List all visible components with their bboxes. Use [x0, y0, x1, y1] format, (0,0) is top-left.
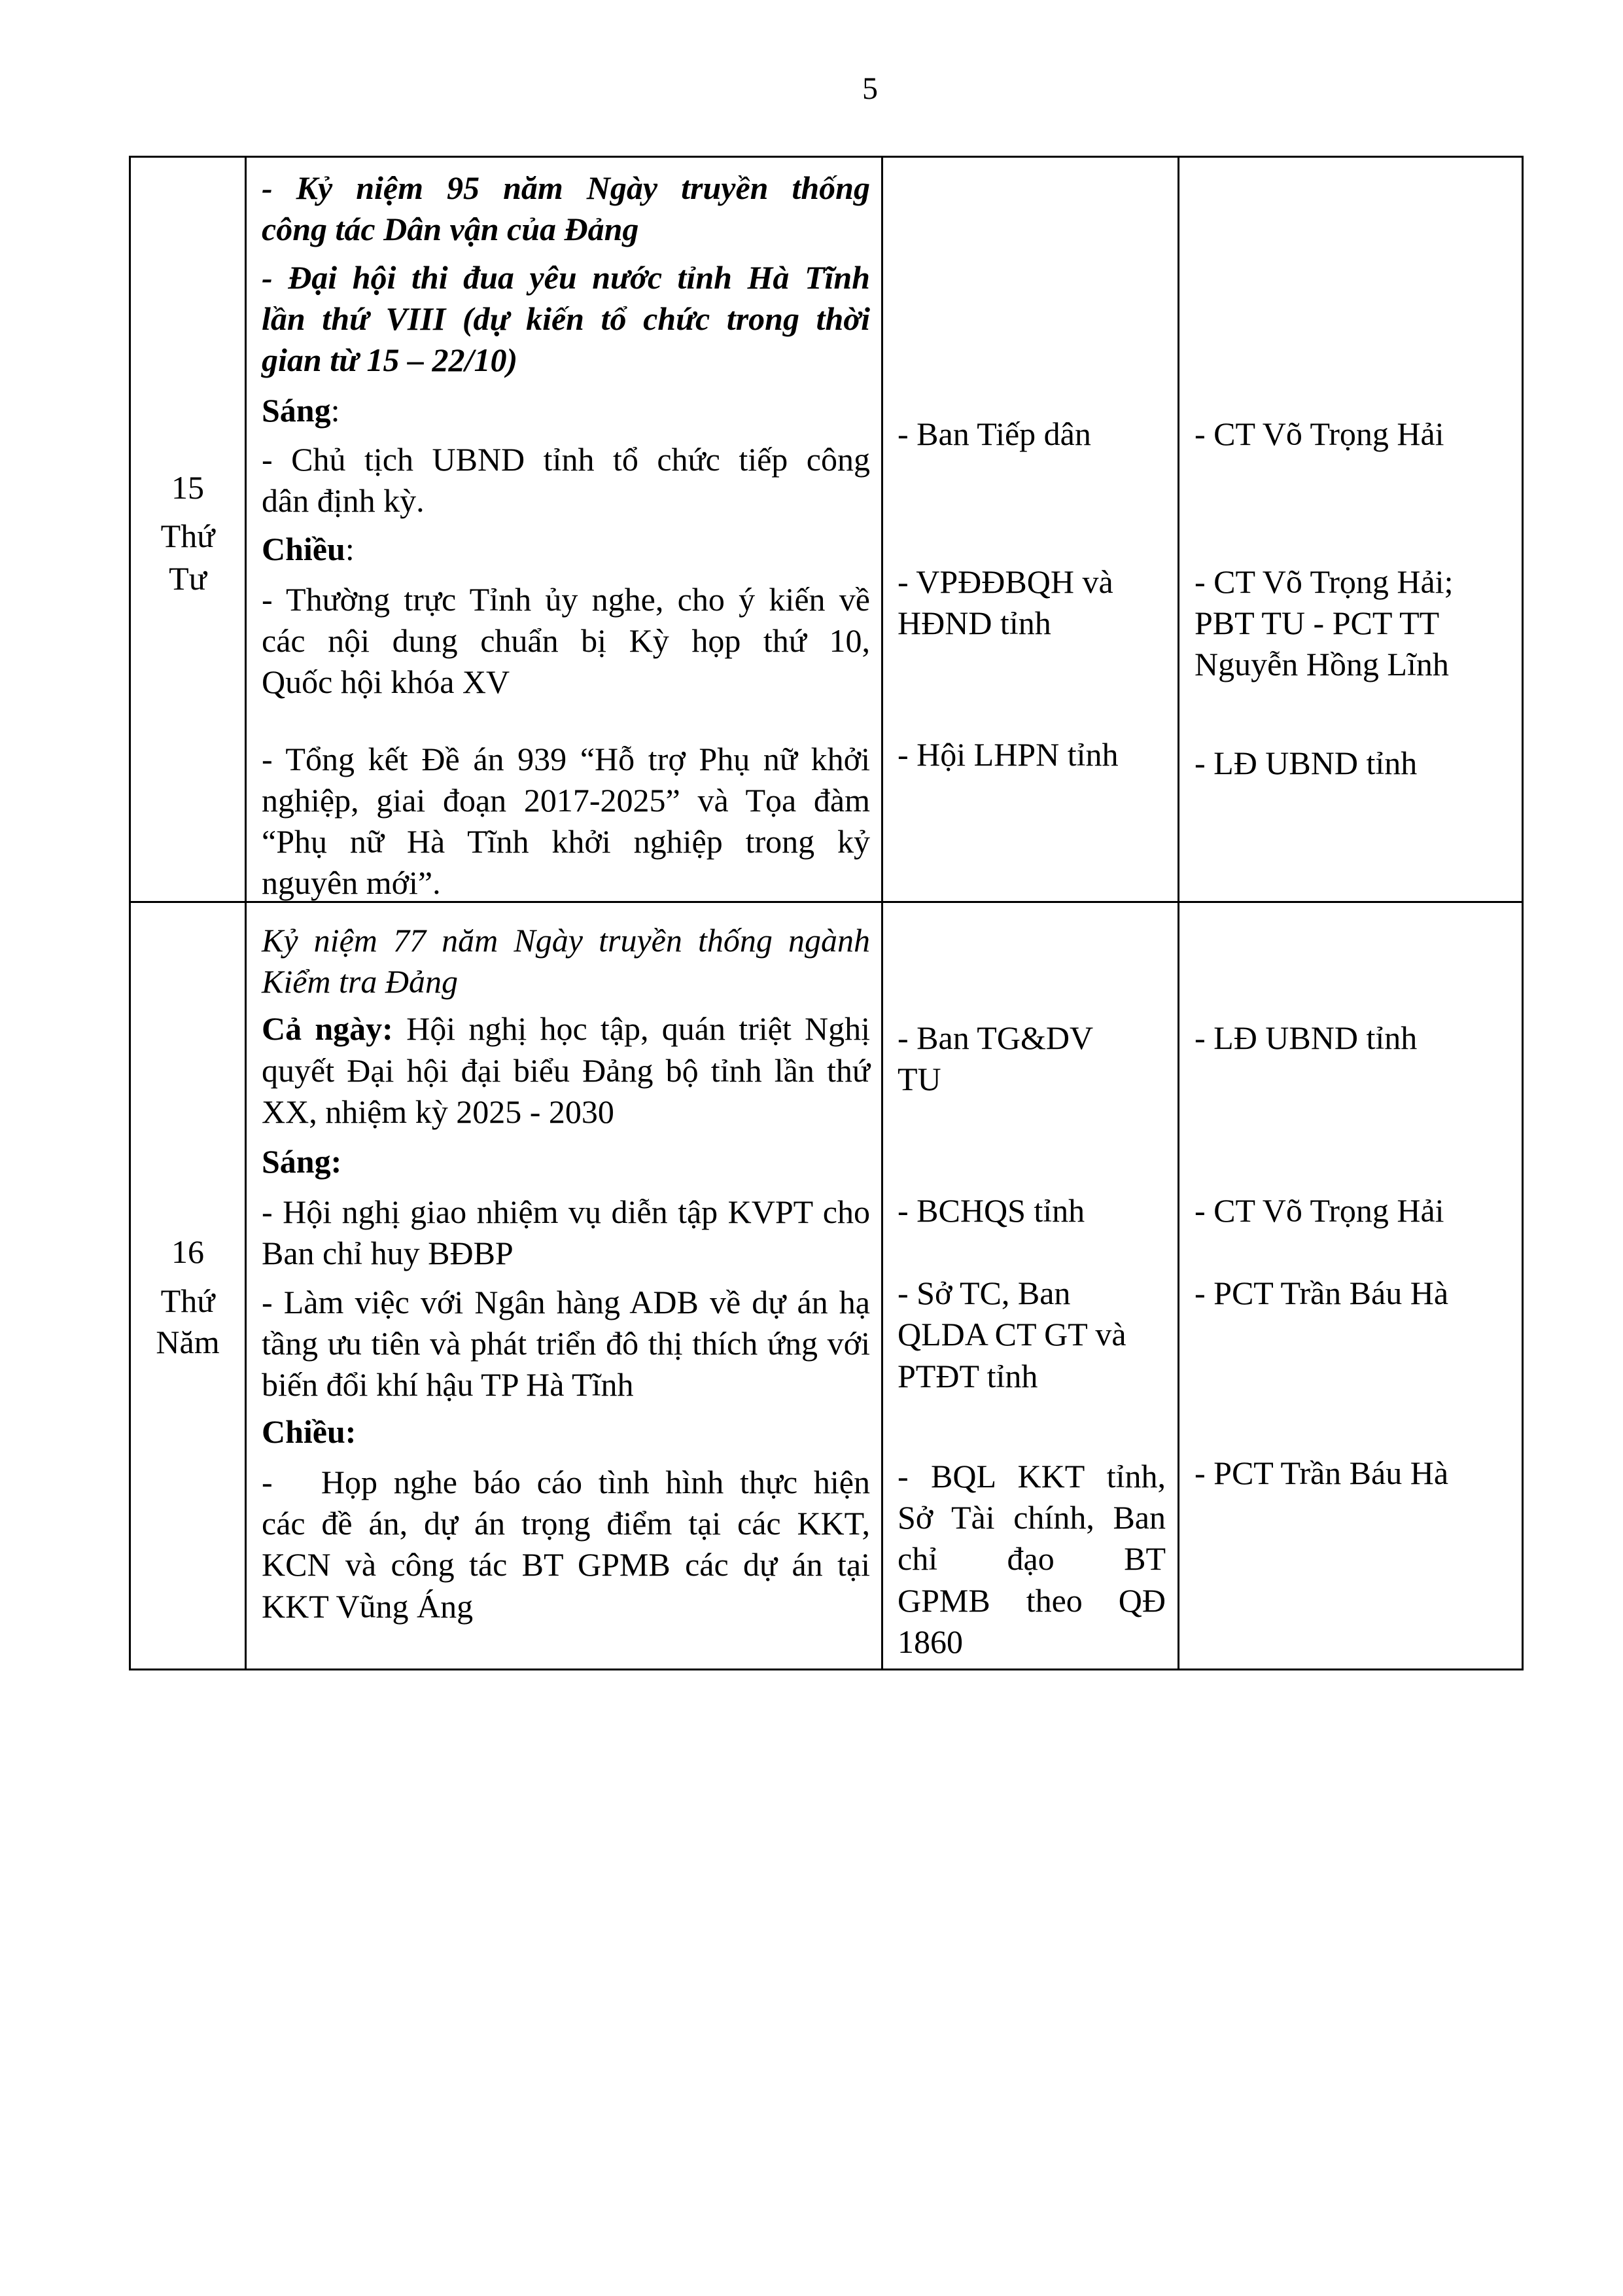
prepare-unit: QLDA CT GT và — [898, 1316, 1126, 1352]
table-border-right — [1522, 156, 1524, 1670]
prepare-unit: HĐND tỉnh — [898, 605, 1051, 641]
prepare-unit: - BQL KKT tỉnh, — [898, 1458, 1166, 1494]
prepare-unit: 1860 — [898, 1623, 963, 1660]
chair-person: - CT Võ Trọng Hải; — [1195, 563, 1454, 600]
agenda-line: KCN và công tác BT GPMB các dự án tại — [262, 1546, 870, 1583]
chair-person: - CT Võ Trọng Hải — [1195, 415, 1444, 452]
chair-person: - LĐ UBND tỉnh — [1195, 745, 1418, 781]
chair-person: - PCT Trần Báu Hà — [1195, 1455, 1449, 1491]
label-colon: : — [330, 392, 340, 429]
chair-person: Nguyễn Hồng Lĩnh — [1195, 646, 1449, 682]
agenda-line: “Phụ nữ Hà Tĩnh khởi nghiệp trong kỷ — [262, 823, 870, 860]
allday-label: Cả ngày: — [262, 1010, 393, 1047]
agenda-line: - Họp nghe báo cáo tình hình thực hiện — [262, 1464, 870, 1500]
agenda-line — [262, 1009, 870, 1048]
prepare-unit: chỉ đạo BT — [898, 1540, 1166, 1577]
session-label-morning: Sáng: — [262, 1143, 342, 1180]
column-divider-prepare — [1178, 156, 1179, 1670]
agenda-line: Ban chỉ huy BĐBP — [262, 1235, 514, 1271]
chair-person: - LĐ UBND tỉnh — [1195, 1019, 1418, 1056]
agenda-line: XX, nhiệm kỳ 2025 - 2030 — [262, 1093, 614, 1130]
event-line: công tác Dân vận của Đảng — [262, 211, 639, 247]
agenda-line: KKT Vũng Áng — [262, 1588, 474, 1625]
weekday-label: Thứ — [160, 518, 215, 554]
label-colon: : — [345, 531, 355, 567]
agenda-line: - Làm việc với Ngân hàng ADB về dự án hạ — [262, 1284, 870, 1320]
allday-text: Hội nghị học tập, quán triệt Nghị — [393, 1010, 870, 1047]
prepare-unit: Sở Tài chính, Ban — [898, 1499, 1166, 1536]
column-divider-day — [245, 156, 247, 1670]
table-border-left — [129, 156, 131, 1670]
chair-person: - PCT Trần Báu Hà — [1195, 1275, 1449, 1311]
agenda-line: - Chủ tịch UBND tỉnh tổ chức tiếp công — [262, 441, 870, 478]
session-label-morning — [262, 391, 870, 430]
agenda-line: biến đổi khí hậu TP Hà Tĩnh — [262, 1366, 634, 1403]
table-border-top — [130, 156, 1524, 158]
table-border-bottom — [130, 1669, 1524, 1670]
event-line: Kiểm tra Đảng — [262, 963, 458, 1000]
agenda-line: - Thường trực Tỉnh ủy nghe, cho ý kiến về — [262, 581, 870, 618]
prepare-unit: - Hội LHPN tỉnh — [898, 736, 1119, 773]
event-line: gian từ 15 – 22/10) — [262, 342, 518, 378]
day-number: 15 — [171, 469, 204, 506]
prepare-unit: - VPĐĐBQH và — [898, 563, 1113, 600]
event-line: Kỷ niệm 77 năm Ngày truyền thống ngành — [262, 922, 870, 959]
weekday-label: Năm — [156, 1324, 220, 1360]
weekday-label: Thứ — [160, 1282, 215, 1319]
agenda-line: tầng ưu tiên và phát triển đô thị thích ứng với — [262, 1325, 870, 1362]
agenda-line: các đề án, dự án trọng điểm tại các KKT, — [262, 1505, 870, 1542]
afternoon-label: Chiều — [262, 531, 345, 567]
morning-label: Sáng — [262, 392, 331, 429]
agenda-line: - Tổng kết Đề án 939 “Hỗ trợ Phụ nữ khởi — [262, 741, 870, 777]
column-divider-content — [881, 156, 883, 1670]
prepare-unit: PTĐT tỉnh — [898, 1358, 1038, 1394]
prepare-unit: - Ban TG&DV — [898, 1019, 1094, 1056]
session-label-afternoon — [262, 529, 870, 569]
prepare-unit: TU — [898, 1061, 941, 1097]
agenda-line: nghiệp, giai đoạn 2017-2025” và Tọa đàm — [262, 782, 870, 819]
day-number: 16 — [171, 1233, 204, 1270]
session-label-afternoon: Chiều: — [262, 1413, 357, 1450]
chair-person: PBT TU - PCT TT — [1195, 605, 1440, 641]
event-line: - Kỷ niệm 95 năm Ngày truyền thống — [262, 169, 870, 206]
prepare-unit: - BCHQS tỉnh — [898, 1192, 1085, 1229]
agenda-line: quyết Đại hội đại biểu Đảng bộ tỉnh lần thứ — [262, 1052, 870, 1089]
prepare-unit: - Ban Tiếp dân — [898, 415, 1091, 452]
agenda-line: - Hội nghị giao nhiệm vụ diễn tập KVPT cho — [262, 1193, 870, 1230]
agenda-line: dân định kỳ. — [262, 482, 425, 519]
prepare-unit: GPMB theo QĐ — [898, 1582, 1166, 1619]
agenda-line: Quốc hội khóa XV — [262, 663, 510, 700]
agenda-line: các nội dung chuẩn bị Kỳ họp thứ 10, — [262, 622, 870, 659]
chair-person: - CT Võ Trọng Hải — [1195, 1192, 1444, 1229]
page-number: 5 — [862, 71, 878, 106]
weekday-label: Tư — [169, 560, 207, 597]
prepare-unit: - Sở TC, Ban — [898, 1275, 1071, 1311]
event-line: - Đại hội thi đua yêu nước tỉnh Hà Tĩnh — [262, 259, 870, 296]
agenda-line: nguyên mới”. — [262, 864, 441, 901]
event-line: lần thứ VIII (dự kiến tổ chức trong thời — [262, 300, 870, 337]
